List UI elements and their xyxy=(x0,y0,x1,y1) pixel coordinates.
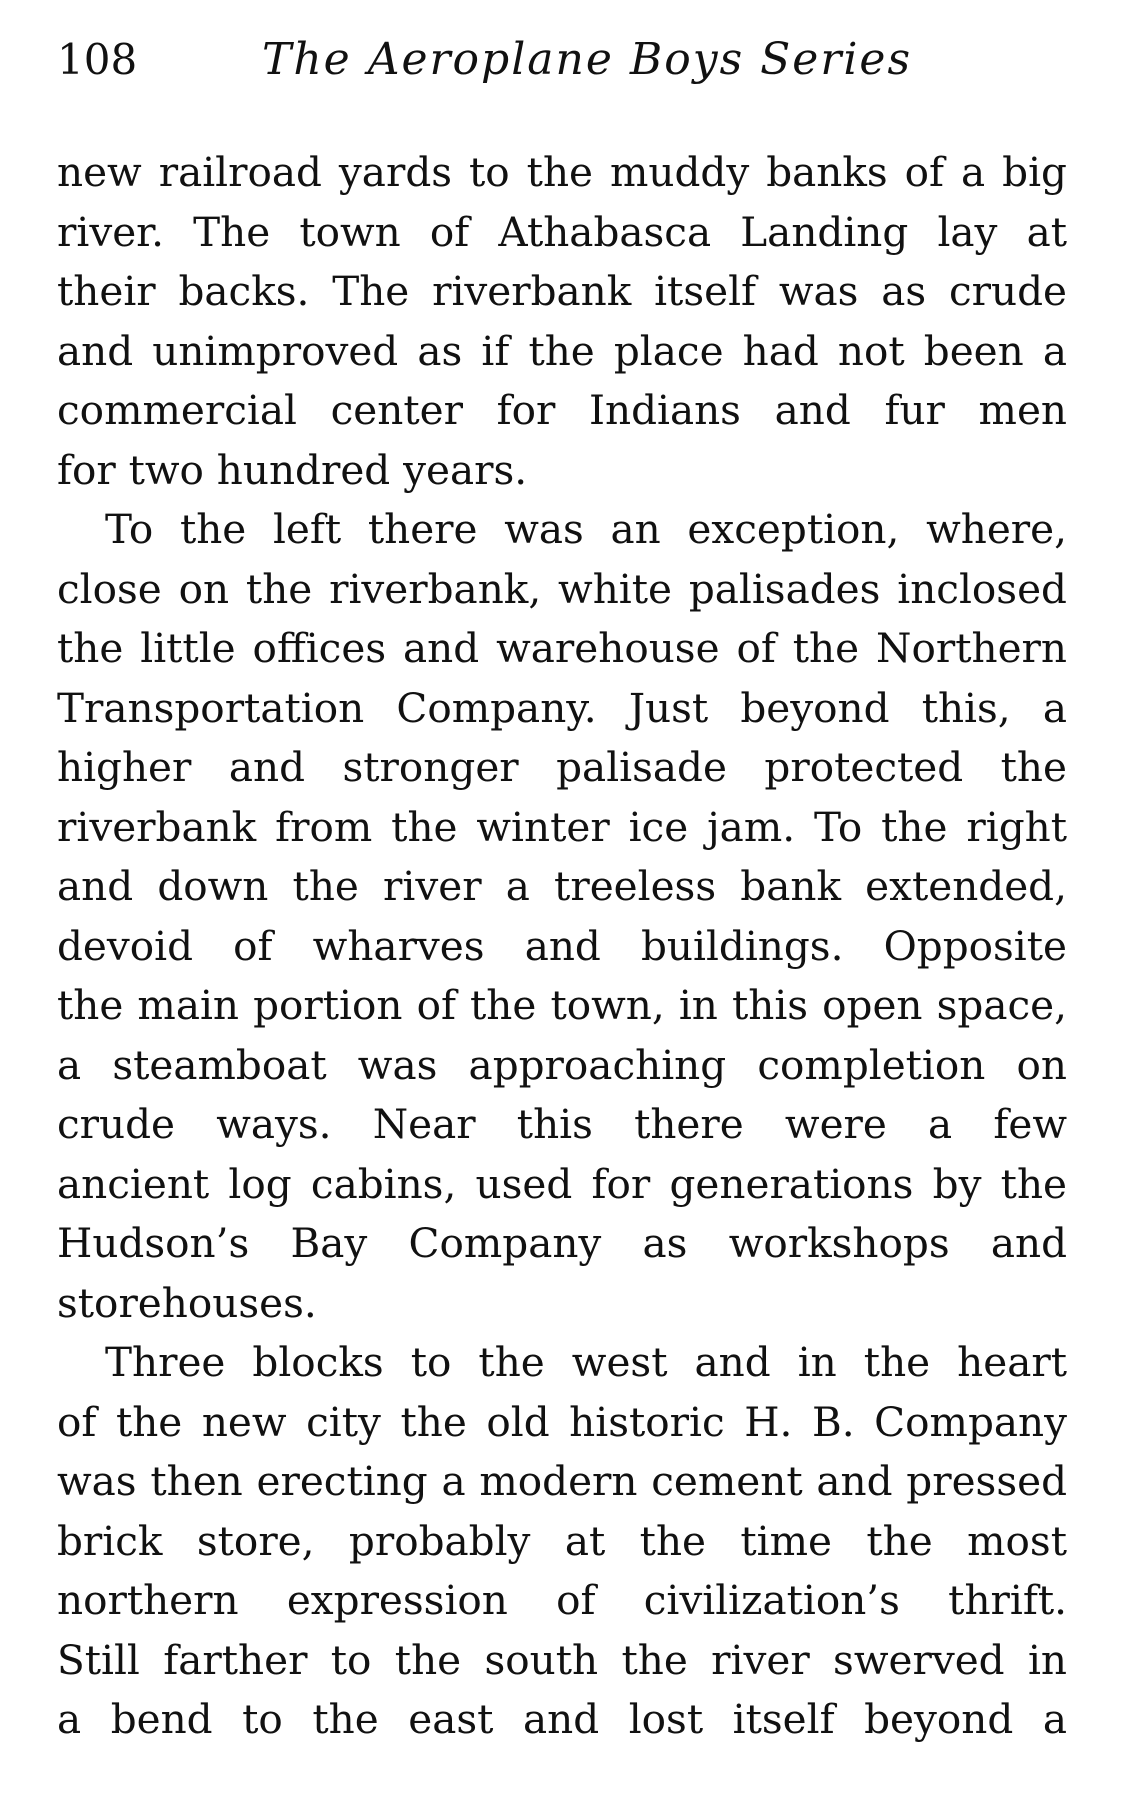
text-line: crude ways. Near this there were a few xyxy=(57,1100,1067,1148)
text-line: river. The town of Athabasca Landing lay at xyxy=(57,207,1067,256)
text-line: a steamboat was approaching completion on xyxy=(57,1040,1067,1089)
text-line: and unimproved as if the place had not been a xyxy=(57,326,1067,375)
text-line: ancient log cabins, used for generations by the xyxy=(57,1159,1067,1208)
text-line: To the left there was an exception, where, xyxy=(105,505,1067,553)
text-line: Still farther to the south the river swerved in xyxy=(57,1635,1067,1684)
text-line: higher and stronger palisade protected the xyxy=(57,743,1067,791)
text-line: storehouses. xyxy=(57,1278,317,1327)
text-line: the main portion of the town, in this open space, xyxy=(57,981,1067,1029)
text-line: a bend to the east and lost itself beyond a xyxy=(57,1695,1067,1743)
running-head xyxy=(57,30,1067,90)
text-line: the little offices and warehouse of the Northern xyxy=(57,624,1067,672)
text-line: of the new city the old historic H. B. Company xyxy=(57,1397,1067,1446)
text-line: riverbank from the winter ice jam. To the right xyxy=(57,802,1067,851)
text-line: Hudson’s Bay Company as workshops and xyxy=(57,1219,1067,1267)
text-line: close on the riverbank, white palisades inclosed xyxy=(57,564,1067,613)
body-text xyxy=(57,143,1067,1750)
text-line: commercial center for Indians and fur men xyxy=(57,386,1067,434)
text-line: brick store, probably at the time the most xyxy=(57,1516,1067,1565)
text-line: and down the river a treeless bank extended, xyxy=(57,862,1067,910)
text-line: new railroad yards to the muddy banks of a big xyxy=(57,148,1067,196)
text-line: devoid of wharves and buildings. Opposite xyxy=(57,921,1067,970)
book-title: The Aeroplane Boys Series xyxy=(262,34,913,85)
text-line: was then erecting a modern cement and pressed xyxy=(57,1457,1067,1505)
text-line: Transportation Company. Just beyond this, a xyxy=(57,683,1067,732)
text-line: northern expression of civilization’s thrift. xyxy=(57,1576,1067,1624)
page-number: 108 xyxy=(57,35,138,84)
text-line: for two hundred years. xyxy=(57,445,528,494)
text-line: their backs. The riverbank itself was as crude xyxy=(57,267,1067,315)
text-line: Three blocks to the west and in the heart xyxy=(105,1338,1067,1386)
